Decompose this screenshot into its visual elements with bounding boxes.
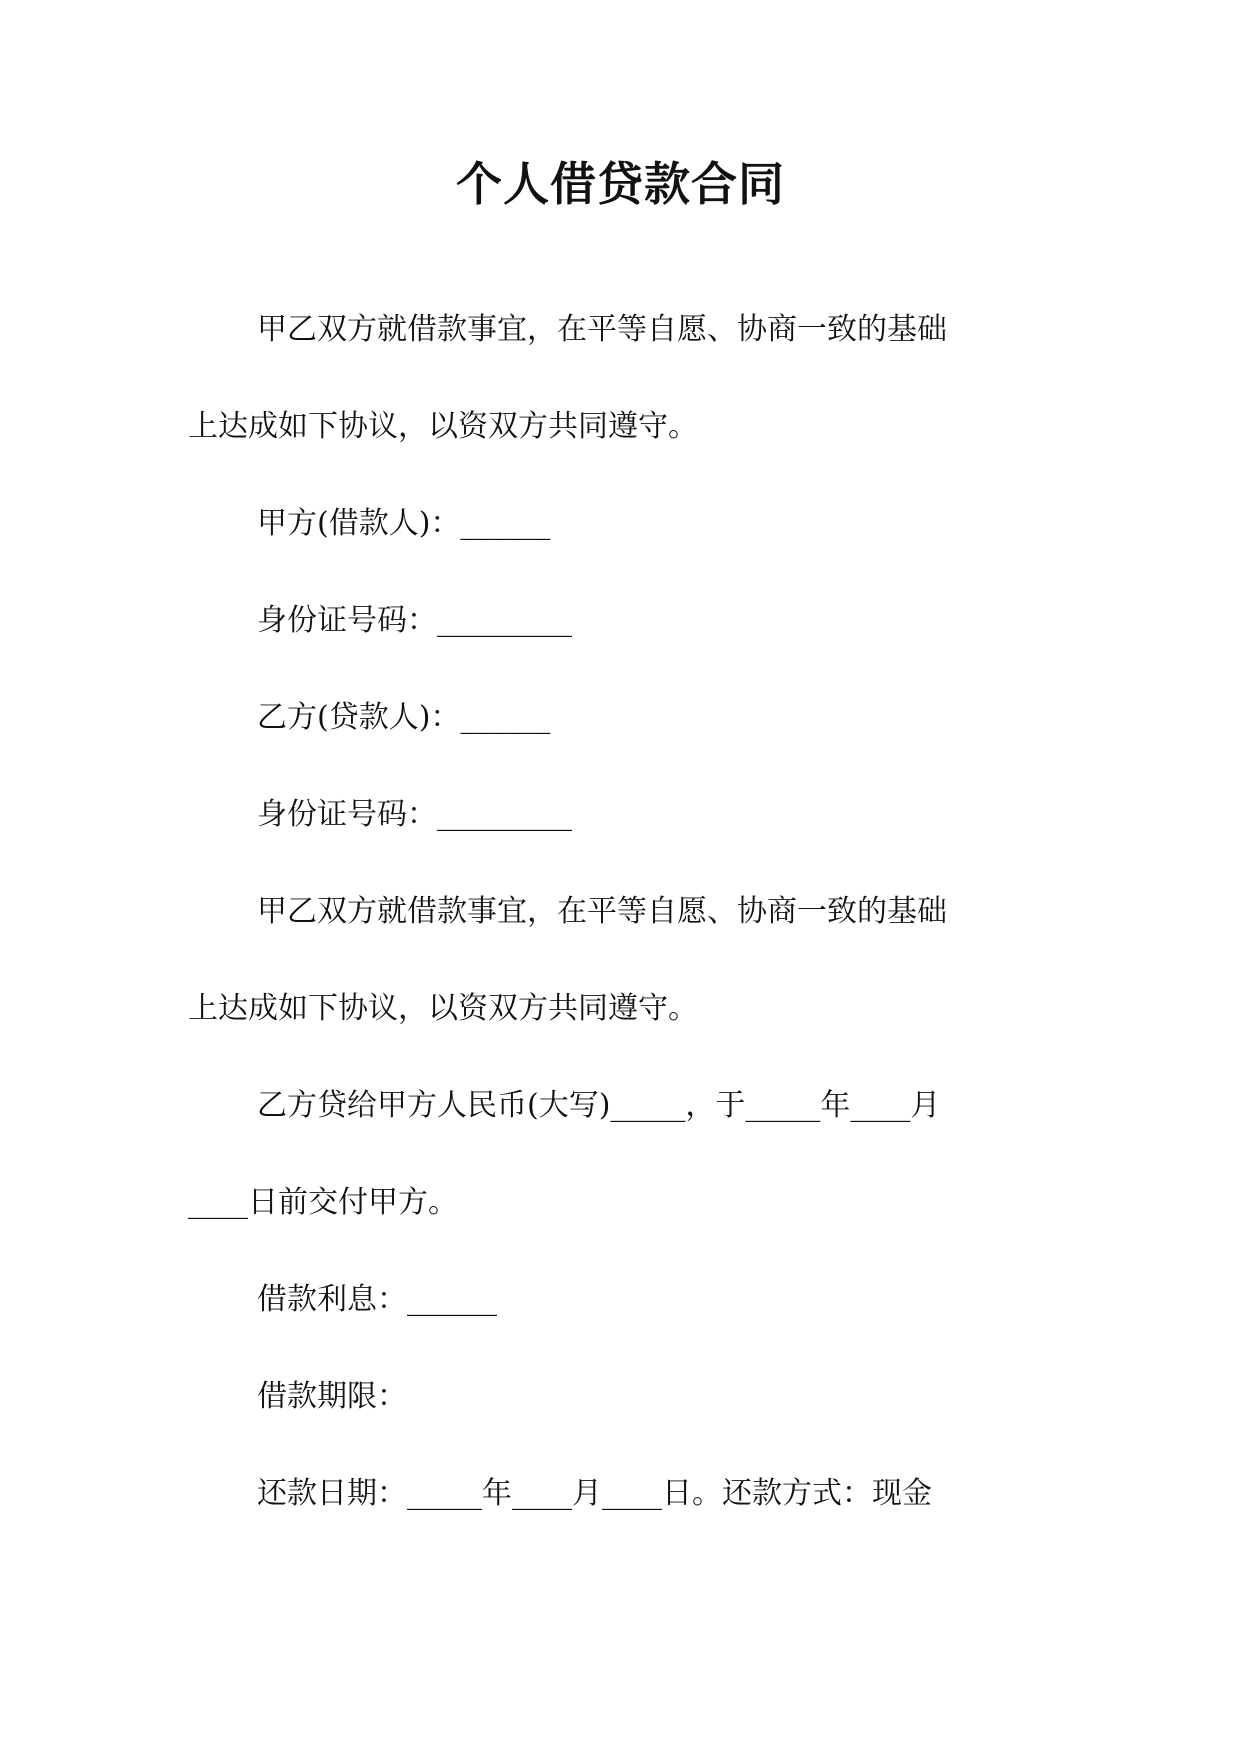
document-title: 个人借贷款合同 [456,157,785,211]
intro-paragraph-line-1: 甲乙双方就借款事宜，在平等自愿、协商一致的基础 [257,312,947,347]
repayment-field: 还款日期：_____年____月____日。还款方式：现金 [257,1476,932,1511]
loan-amount-line-2: ____日前交付甲方。 [188,1185,458,1220]
loan-amount-line-1: 乙方贷给甲方人民币(大写)_____，于_____年____月 [257,1088,941,1123]
repeat-paragraph-line-2: 上达成如下协议，以资双方共同遵守。 [188,991,698,1026]
party-b-id-field: 身份证号码：_________ [257,797,572,832]
intro-paragraph-line-2: 上达成如下协议，以资双方共同遵守。 [188,409,698,444]
party-b-field: 乙方(贷款人)：______ [257,700,551,735]
repeat-paragraph-line-1: 甲乙双方就借款事宜，在平等自愿、协商一致的基础 [257,894,947,929]
party-a-field: 甲方(借款人)：______ [257,506,551,541]
party-a-id-field: 身份证号码：_________ [257,603,572,638]
term-field: 借款期限： [257,1379,407,1414]
interest-field: 借款利息：______ [257,1282,497,1317]
